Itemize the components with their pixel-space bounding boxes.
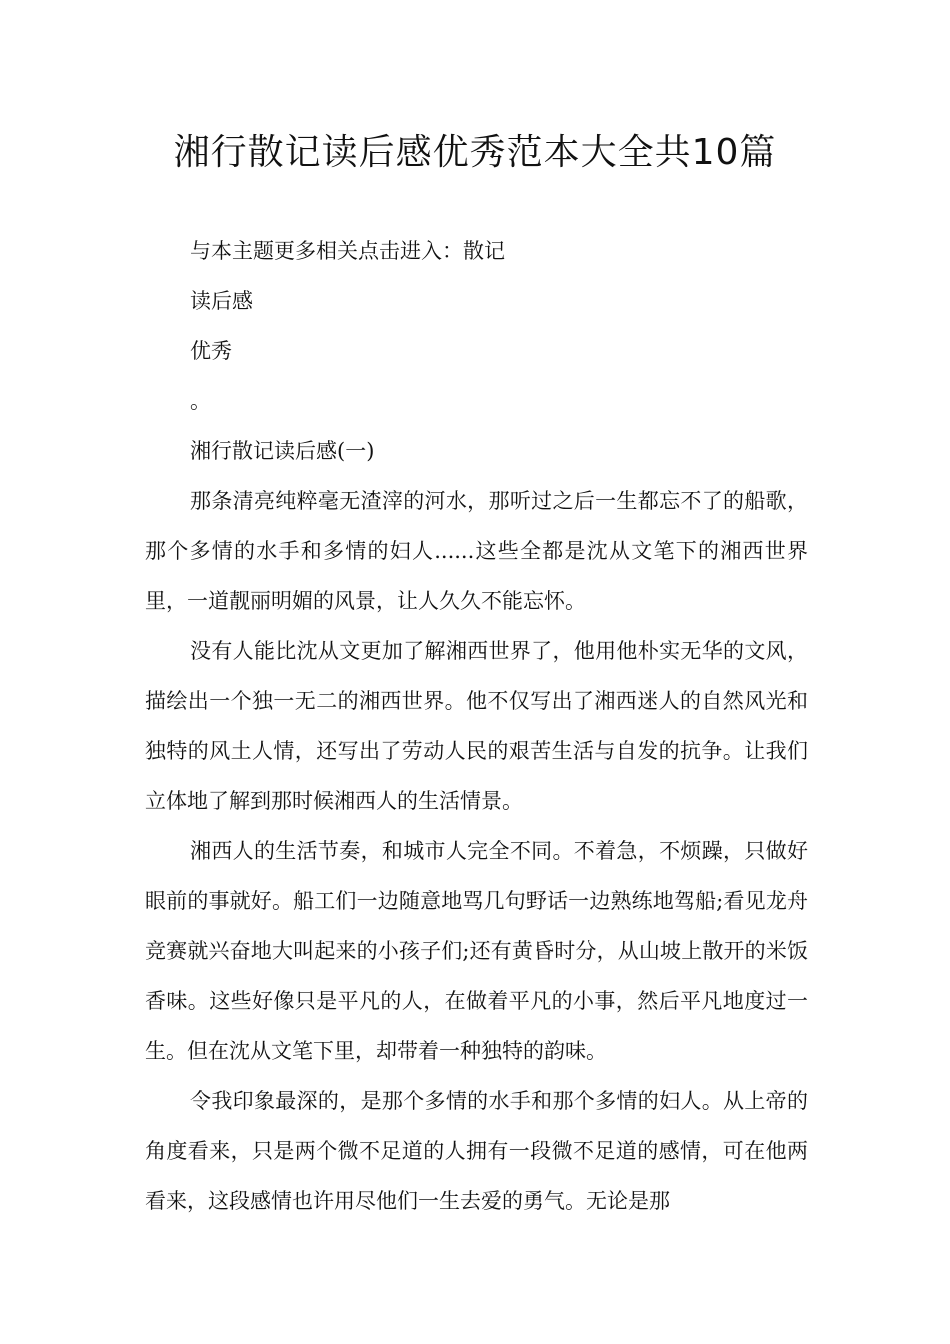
related-topic-readings: 读后感 <box>190 289 253 313</box>
body-paragraph: 没有人能比沈从文更加了解湘西世界了，他用他朴实无华的文风，描绘出一个独一无二的湘西世界。他不仅写出了湘西迷人的自然风光和独特的风土人情，还写出了劳动人民的艰苦生活与自发的抗争。让我们立体地了解到那时候湘西人的生活情景。 <box>145 639 808 813</box>
related-topics-line: 与本主题更多相关点击进入：散记 <box>190 239 505 263</box>
body-paragraph: 令我印象最深的，是那个多情的水手和那个多情的妇人。从上帝的角度看来，只是两个微不足道的人拥有一段微不足道的感情，可在他两看来，这段感情也许用尽他们一生去爱的勇气。无论是那 <box>145 1089 808 1213</box>
document-title: 湘行散记读后感优秀范本大全共10篇 <box>173 132 777 173</box>
related-topic-excellent: 优秀 <box>190 339 232 363</box>
section-heading: 湘行散记读后感(一) <box>190 439 375 463</box>
related-topics-period: 。 <box>190 389 211 413</box>
body-paragraph: 那条清亮纯粹毫无渣滓的河水，那听过之后一生都忘不了的船歌，那个多情的水手和多情的妇人......这些全都是沈从文笔下的湘西世界里，一道靓丽明媚的风景，让人久久不能忘怀。 <box>145 489 808 613</box>
body-paragraph: 湘西人的生活节奏，和城市人完全不同。不着急，不烦躁，只做好眼前的事就好。船工们一边随意地骂几句野话一边熟练地驾船;看见龙舟竞赛就兴奋地大叫起来的小孩子们;还有黄昏时分，从山坡上散开的米饭香味。这些好像只是平凡的人，在做着平凡的小事，然后平凡地度过一生。但在沈从文笔下里，却带着一种独特的韵味。 <box>145 839 808 1063</box>
